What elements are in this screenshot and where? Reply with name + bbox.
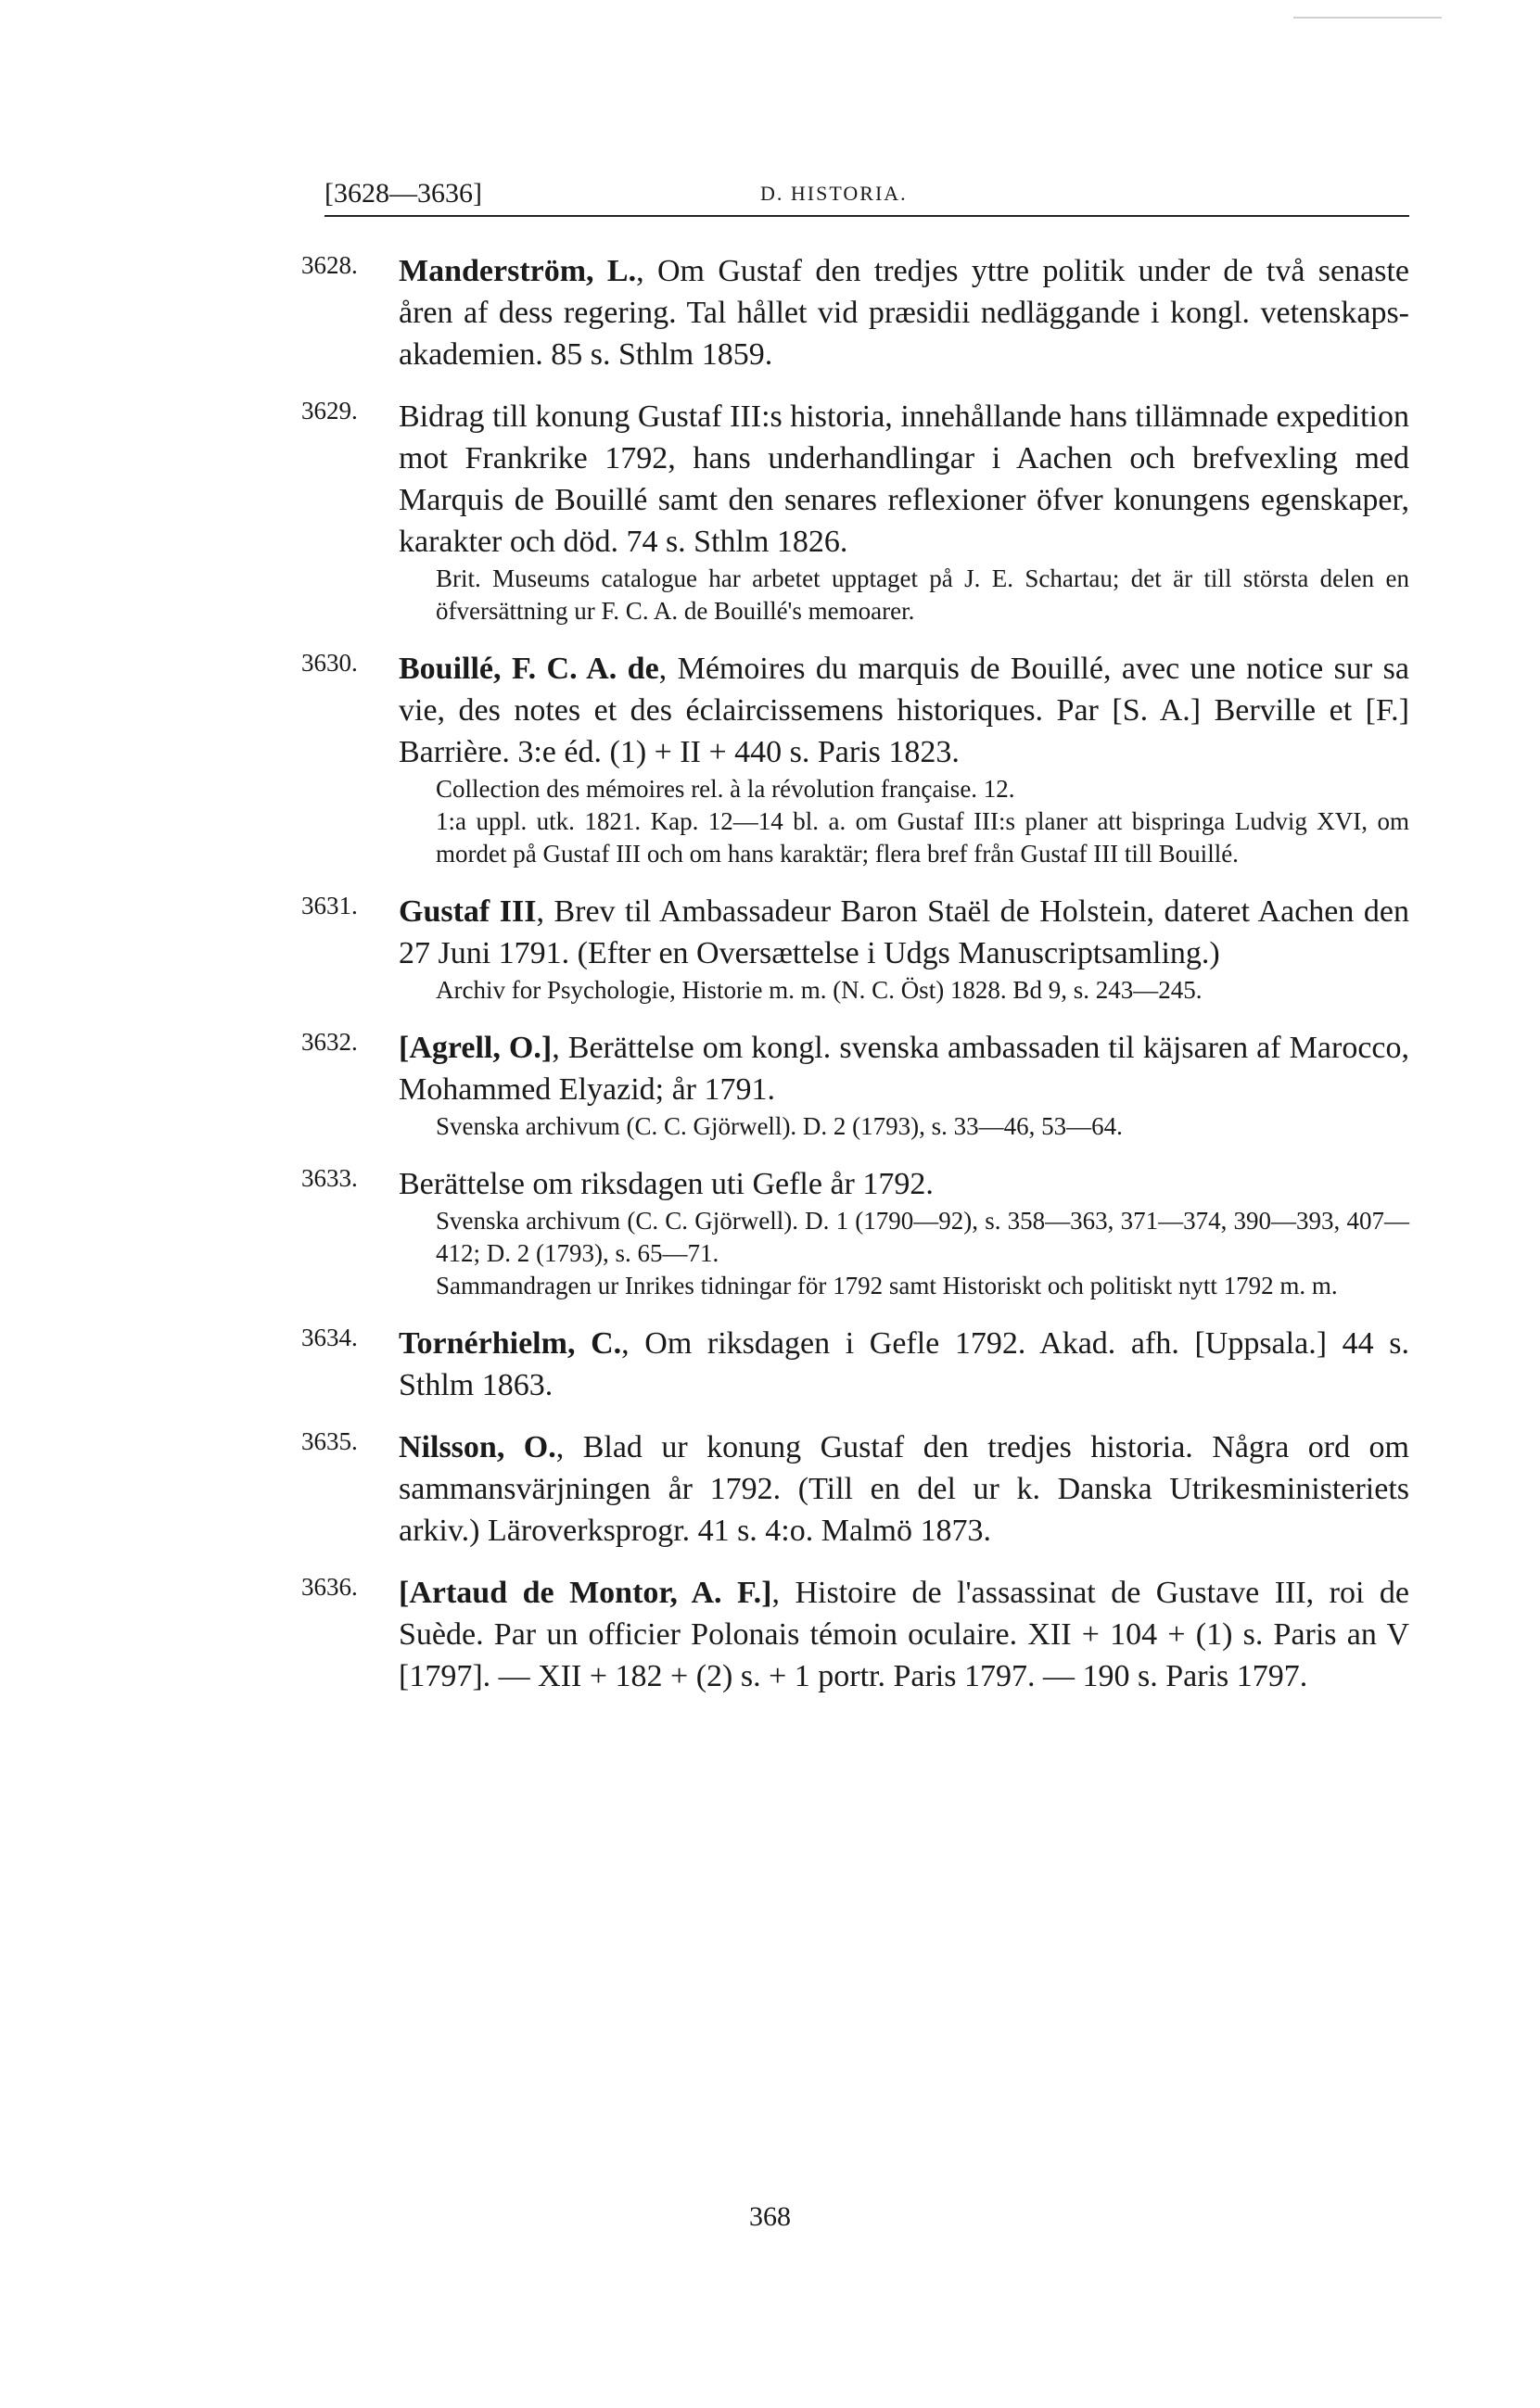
entry-range: [3628—3636] bbox=[325, 178, 482, 209]
entry-list bbox=[301, 250, 1409, 1717]
entry-text bbox=[399, 1323, 1409, 1406]
entry-note bbox=[399, 563, 1409, 627]
entry-title: , Om Gustaf den tredjes yttre politik under de två senaste åren af dess regering. Tal hållet vid præsidii nedläggande i kongl. vetenskaps-akademien. 85 s. Sthlm 1859. bbox=[399, 254, 1409, 372]
entry-text bbox=[399, 396, 1409, 563]
entry-note bbox=[399, 974, 1409, 1007]
entry-text bbox=[399, 1163, 1409, 1205]
entry-text bbox=[399, 1426, 1409, 1552]
entry-title: , Berättelse om kongl. svenska ambassaden til käjsaren af Marocco, Mohammed Elyazid; år 1791. bbox=[399, 1031, 1409, 1107]
entry-author: [Artaud de Montor, A. F.] bbox=[399, 1576, 772, 1610]
section-title: D. HISTORIA. bbox=[760, 182, 908, 205]
entry-number: 3632. bbox=[301, 1028, 358, 1056]
entry-text bbox=[399, 1572, 1409, 1697]
entry-author: Manderström, L. bbox=[399, 254, 637, 288]
entry bbox=[301, 1027, 1409, 1143]
note-text: Sammandragen ur Inrikes tidningar för 1792 samt Historiskt och politiskt nytt 1792 m. m. bbox=[436, 1272, 1338, 1299]
note-text: Brit. Museums catalogue har arbetet upptaget på J. E. Schartau; det är till största delen en öfversättning ur F. C. A. de Bouillé's memoarer. bbox=[436, 564, 1409, 625]
note-text: Svenska archivum (C. C. Gjörwell). D. 2 (1793), s. 33—46, 53—64. bbox=[436, 1112, 1123, 1140]
page-number: 368 bbox=[749, 2201, 791, 2232]
entry-author: Bouillé, F. C. A. de bbox=[399, 652, 659, 686]
entry-number: 3633. bbox=[301, 1164, 358, 1192]
entry-note bbox=[399, 1110, 1409, 1143]
note-text: Collection des mémoires rel. à la révolution française. 12. bbox=[436, 775, 1015, 803]
entry-title: , Mémoires du marquis de Bouillé, avec une notice sur sa vie, des notes et des éclaircissemens historiques. Par [S. A.] Berville et [F.] Barrière. 3:e éd. (1) + II + 440 s. Paris 1823. bbox=[399, 652, 1409, 769]
entry bbox=[301, 648, 1409, 870]
entry-title: Berättelse om riksdagen uti Gefle år 1792. bbox=[399, 1167, 934, 1201]
entry-number: 3636. bbox=[301, 1573, 358, 1601]
entry-title: , Histoire de l'assassinat de Gustave III, roi de Suède. Par un officier Polonais témoin oculaire. XII + 104 + (1) s. Paris an V [1797]. — XII + 182 + (2) s. + 1 portr. Paris 1797. — 190 s. Paris 1797. bbox=[399, 1576, 1410, 1693]
entry-number: 3628. bbox=[301, 251, 358, 279]
entry-title: , Blad ur konung Gustaf den tredjes historia. Några ord om sammansvärjningen år 1792. (Till en del ur k. Danska Utrikesministeriets arkiv.) Läroverksprogr. 41 s. 4:o. Malmö 1873. bbox=[399, 1430, 1410, 1548]
entry-author: [Agrell, O.] bbox=[399, 1031, 553, 1065]
entry-number: 3630. bbox=[301, 649, 358, 677]
scan-edge-mark bbox=[1293, 17, 1442, 19]
entry bbox=[301, 891, 1409, 1007]
entry-title: , Brev til Ambassadeur Baron Staël de Holstein, dateret Aachen den 27 Juni 1791. (Efter en Oversættelse i Udgs Manuscriptsamling.) bbox=[399, 894, 1409, 970]
entry bbox=[301, 1426, 1409, 1552]
entry-note bbox=[399, 1205, 1409, 1270]
entry-text bbox=[399, 648, 1409, 773]
entry-title: , Om riksdagen i Gefle 1792. Akad. afh. [Uppsala.] 44 s. Sthlm 1863. bbox=[399, 1326, 1409, 1402]
entry-text bbox=[399, 891, 1409, 974]
entry-number: 3634. bbox=[301, 1324, 358, 1351]
running-head bbox=[325, 178, 1409, 217]
entry-text bbox=[399, 250, 1409, 375]
entry-note bbox=[399, 773, 1409, 805]
entry bbox=[301, 1323, 1409, 1406]
entry-note bbox=[399, 1270, 1409, 1302]
entry-note bbox=[399, 805, 1409, 870]
entry bbox=[301, 250, 1409, 375]
entry bbox=[301, 1572, 1409, 1697]
entry-author: Tornérhielm, C. bbox=[399, 1326, 622, 1361]
entry-number: 3635. bbox=[301, 1427, 358, 1455]
note-text: Archiv for Psychologie, Historie m. m. (N. C. Öst) 1828. Bd 9, s. 243—245. bbox=[436, 976, 1203, 1004]
entry-title: Bidrag till konung Gustaf III:s historia, innehållande hans tillämnade expedition mot Frankrike 1792, hans underhandlingar i Aachen och brefvexling med Marquis de Bouillé samt den senares reflexioner öfver konungens egenskaper, karakter och död. 74 s. Sthlm 1826. bbox=[399, 399, 1409, 559]
entry bbox=[301, 396, 1409, 627]
entry-text bbox=[399, 1027, 1409, 1110]
entry-author: Gustaf III bbox=[399, 894, 537, 929]
entry-number: 3631. bbox=[301, 892, 358, 919]
note-text: 1:a uppl. utk. 1821. Kap. 12—14 bl. a. om Gustaf III:s planer att bispringa Ludvig XVI, om mordet på Gustaf III och om hans karaktär; flera bref från Gustaf III till Bouillé. bbox=[436, 807, 1409, 868]
entry-author: Nilsson, O. bbox=[399, 1430, 556, 1464]
note-text: Svenska archivum (C. C. Gjörwell). D. 1 (1790—92), s. 358—363, 371—374, 390—393, 407—412; D. 2 (1793), s. 65—71. bbox=[436, 1207, 1409, 1267]
entry-number: 3629. bbox=[301, 397, 358, 425]
entry bbox=[301, 1163, 1409, 1302]
